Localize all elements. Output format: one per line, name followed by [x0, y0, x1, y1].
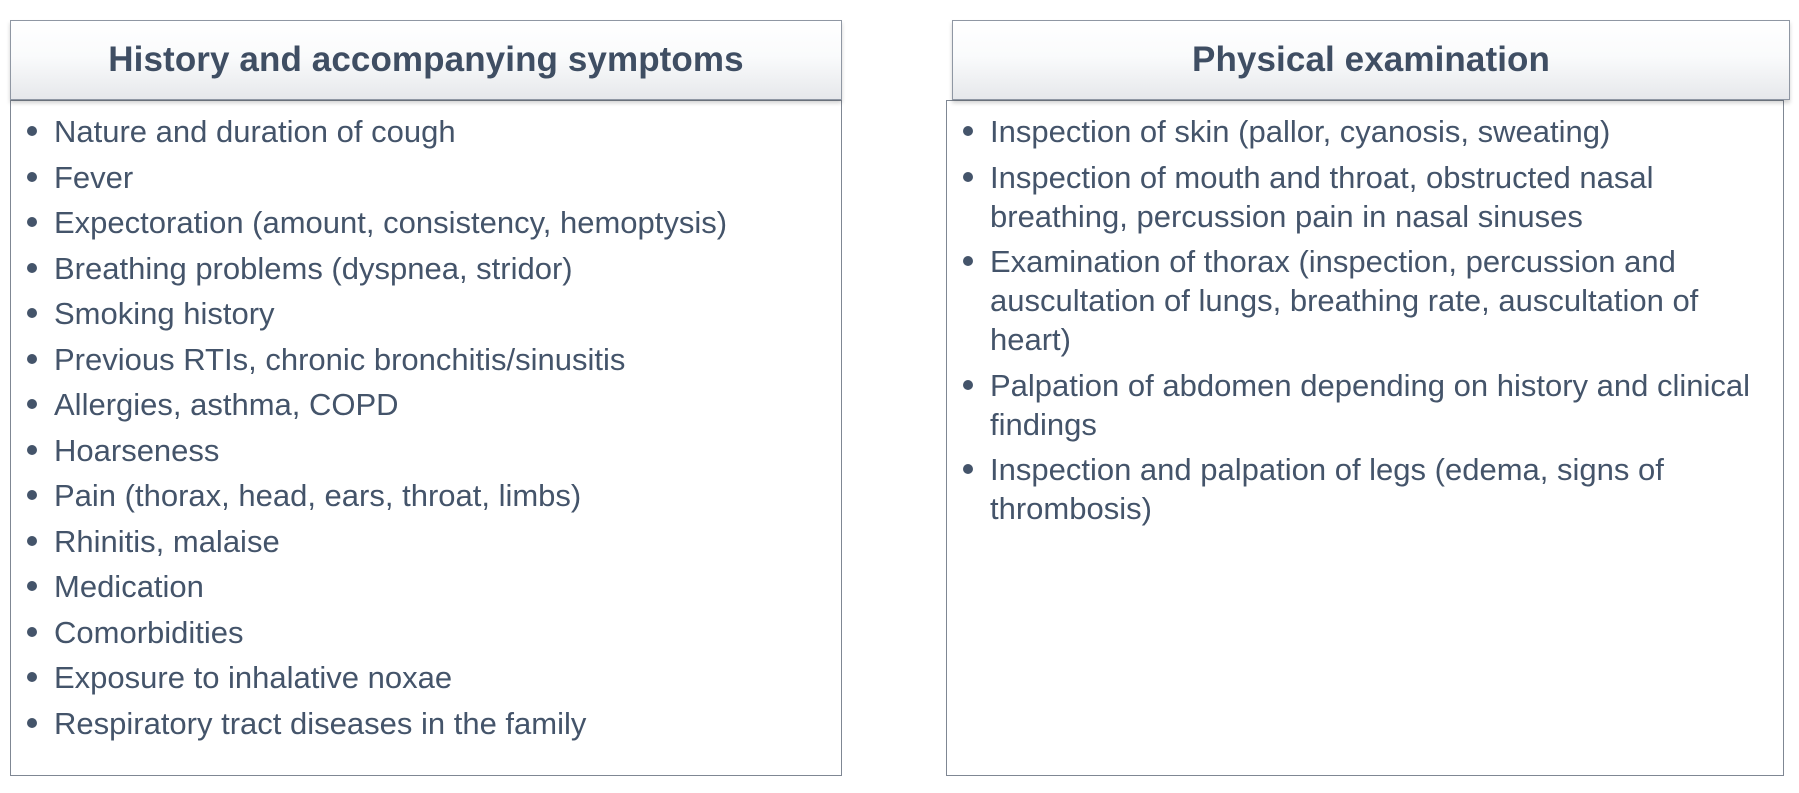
list-item-text: Medication: [54, 569, 204, 604]
bullet-icon: [963, 172, 973, 182]
examination-panel-body: [946, 100, 1784, 776]
bullet-icon: [27, 263, 37, 273]
bullet-icon: [27, 445, 37, 455]
list-item: [11, 522, 841, 561]
list-item-text: Examination of thorax (inspection, percussion and auscultation of lungs, breathing rate, auscultation of heart): [990, 244, 1699, 357]
bullet-icon: [963, 380, 973, 390]
examination-panel-header: [952, 20, 1790, 100]
list-item: [11, 476, 841, 515]
list-item: [947, 450, 1783, 528]
list-item: [11, 112, 841, 151]
list-item-text: Allergies, asthma, COPD: [54, 387, 399, 422]
list-item-text: Inspection and palpation of legs (edema, signs of thrombosis): [990, 452, 1664, 526]
list-item: [11, 294, 841, 333]
history-list: [11, 112, 841, 743]
bullet-icon: [27, 536, 37, 546]
history-panel-title: History and accompanying symptoms: [108, 40, 744, 79]
history-panel-body: [10, 100, 842, 776]
bullet-icon: [27, 217, 37, 227]
list-item: [947, 112, 1783, 151]
list-item: [11, 203, 841, 242]
list-item-text: Breathing problems (dyspnea, stridor): [54, 250, 573, 286]
bullet-icon: [27, 399, 37, 409]
list-item: [11, 704, 841, 743]
list-item-text: Inspection of skin (pallor, cyanosis, sweating): [990, 114, 1611, 149]
list-item: [947, 158, 1783, 236]
examination-list: [947, 112, 1783, 528]
list-item: [11, 613, 841, 652]
list-item: [11, 431, 841, 470]
list-item-text: Exposure to inhalative noxae: [54, 660, 453, 695]
list-item-text: Expectoration (amount, consistency, hemoptysis): [54, 205, 728, 240]
history-panel-header: [10, 20, 842, 100]
bullet-icon: [27, 627, 37, 637]
list-item-text: Hoarseness: [54, 432, 220, 468]
bullet-icon: [27, 490, 37, 500]
list-item: [11, 158, 841, 197]
list-item-text: Pain (thorax, head, ears, throat, limbs): [54, 478, 582, 513]
list-item: [11, 385, 841, 424]
bullet-icon: [27, 672, 37, 682]
bullet-icon: [27, 172, 37, 182]
list-item-text: Comorbidities: [54, 614, 244, 650]
bullet-icon: [27, 126, 37, 136]
list-item-text: Inspection of mouth and throat, obstructed nasal breathing, percussion pain in nasal sinuses: [990, 159, 1654, 234]
examination-panel: [952, 20, 1790, 776]
list-item-text: Palpation of abdomen depending on history and clinical findings: [990, 367, 1751, 442]
list-item: [947, 366, 1783, 444]
list-item: [11, 340, 841, 379]
list-item: [947, 242, 1783, 359]
list-item: [11, 658, 841, 697]
list-item-text: Fever: [54, 159, 134, 195]
bullet-icon: [27, 354, 37, 364]
bullet-icon: [963, 126, 973, 136]
list-item-text: Rhinitis, malaise: [54, 523, 280, 559]
bullet-icon: [27, 718, 37, 728]
list-item-text: Respiratory tract diseases in the family: [54, 705, 587, 741]
list-item-text: Previous RTIs, chronic bronchitis/sinusitis: [54, 341, 626, 377]
bullet-icon: [963, 464, 973, 474]
list-item-text: Nature and duration of cough: [54, 114, 456, 149]
list-item-text: Smoking history: [54, 296, 275, 331]
list-item: [11, 249, 841, 288]
bullet-icon: [27, 308, 37, 318]
list-item: [11, 567, 841, 606]
bullet-icon: [27, 581, 37, 591]
history-panel: [10, 20, 842, 776]
bullet-icon: [963, 256, 973, 266]
examination-panel-title: Physical examination: [1192, 40, 1550, 79]
